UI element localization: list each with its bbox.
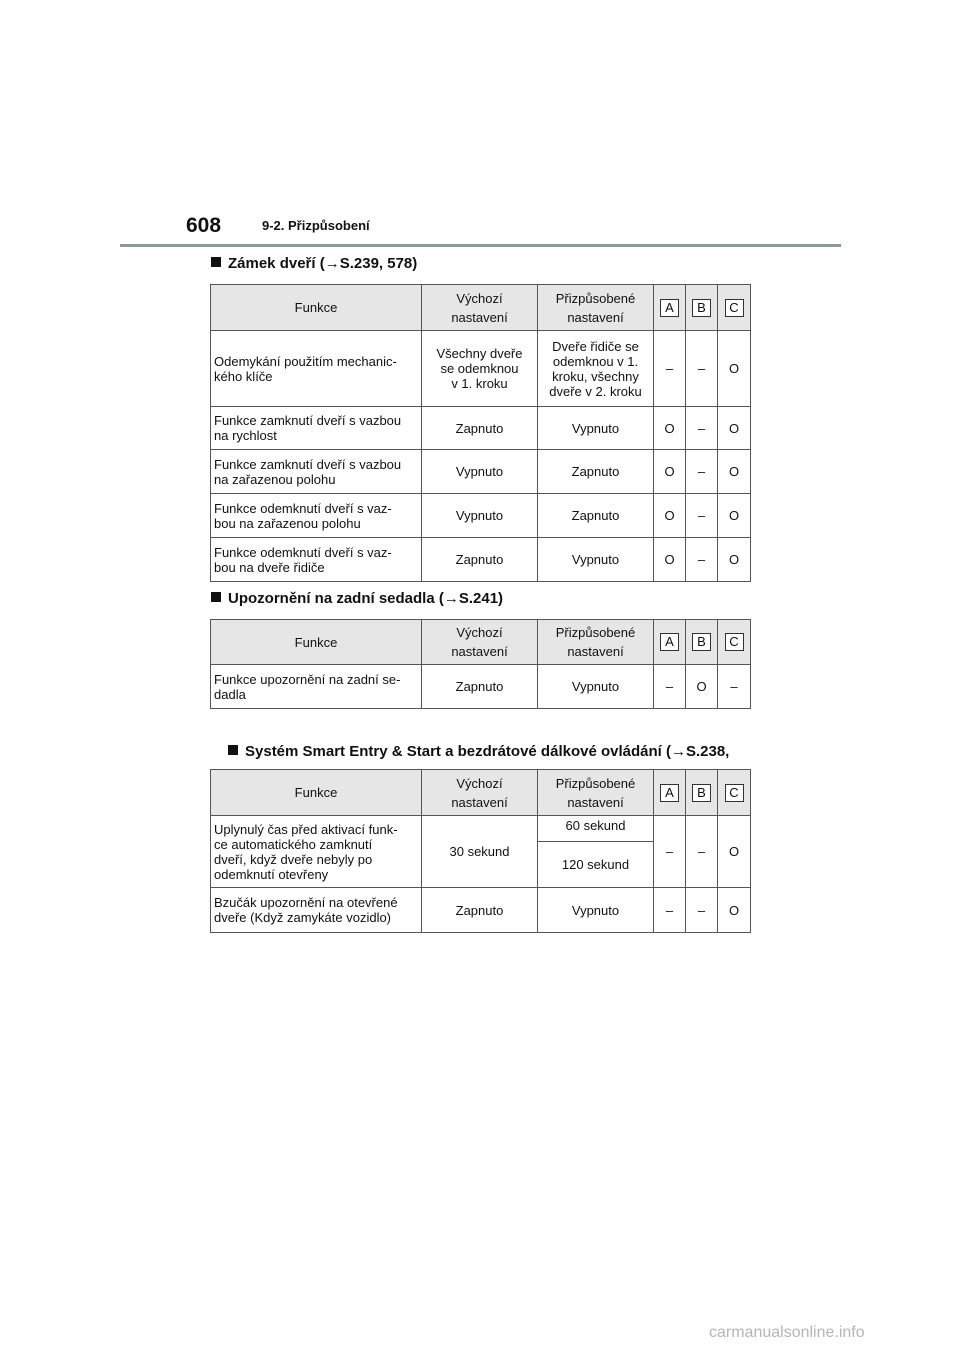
cell-c: O: [718, 888, 751, 933]
col-header-b: B: [686, 620, 718, 665]
col-header-c: C: [718, 285, 751, 331]
col-header-funkce: Funkce: [211, 620, 422, 665]
col-header-custom: Přizpůsobené nastavení: [538, 620, 654, 665]
heading-door-lock: [211, 252, 771, 275]
col-header-default: Výchozí nastavení: [422, 285, 538, 331]
table-row: [211, 816, 751, 842]
heading-text: Systém Smart Entry & Start a bezdrátové dálkové ovládání (→S.238,: [245, 743, 730, 760]
col-header-custom: Přizpůsobené nastavení: [538, 770, 654, 816]
cell-b: –: [686, 538, 718, 582]
cell-default: Zapnuto: [422, 665, 538, 709]
cell-function: Bzučák upozornění na otevřené dveře (Když zamykáte vozidlo): [211, 888, 422, 933]
cell-default: Všechny dveře se odemknou v 1. kroku: [422, 331, 538, 407]
table-row: [211, 450, 751, 494]
cell-c: O: [718, 494, 751, 538]
cell-b: –: [686, 494, 718, 538]
cell-function: Funkce zamknutí dveří s vazbou na rychlost: [211, 407, 422, 450]
table-header-row: [211, 285, 751, 331]
section-title: 9-2. Přizpůsobení: [262, 218, 370, 233]
cell-function: Odemykání použitím mechanic- kého klíče: [211, 331, 422, 407]
cell-function: Uplynulý čas před aktivací funk- ce automatického zamknutí dveří, když dveře nebyly po odemknutí otevřeny: [211, 816, 422, 888]
cell-custom: Vypnuto: [538, 407, 654, 450]
cell-custom: Dveře řidiče se odemknou v 1. kroku, všechny dveře v 2. kroku: [538, 331, 654, 407]
col-header-funkce: Funkce: [211, 285, 422, 331]
cell-b: –: [686, 407, 718, 450]
col-header-default: Výchozí nastavení: [422, 770, 538, 816]
cell-custom: 60 sekund: [538, 816, 654, 842]
col-header-c: C: [718, 770, 751, 816]
cell-default: Zapnuto: [422, 888, 538, 933]
cell-function: Funkce zamknutí dveří s vazbou na zařazenou polohu: [211, 450, 422, 494]
cell-a: –: [654, 816, 686, 888]
col-header-c: C: [718, 620, 751, 665]
cell-c: O: [718, 538, 751, 582]
col-header-a: A: [654, 620, 686, 665]
cell-c: O: [718, 450, 751, 494]
table-row: [211, 331, 751, 407]
col-header-b: B: [686, 285, 718, 331]
cell-custom: Vypnuto: [538, 665, 654, 709]
cell-a: O: [654, 450, 686, 494]
table-row: [211, 665, 751, 709]
cell-function: Funkce odemknutí dveří s vaz- bou na dveře řidiče: [211, 538, 422, 582]
cell-a: O: [654, 494, 686, 538]
cell-default: Vypnuto: [422, 494, 538, 538]
heading-text: Upozornění na zadní sedadla (→S.241): [228, 590, 504, 607]
cell-default: Vypnuto: [422, 450, 538, 494]
heading-rear-seat-reminder: [211, 587, 771, 610]
col-header-a: A: [654, 285, 686, 331]
bullet-square-icon: [211, 257, 221, 267]
table-row: [211, 407, 751, 450]
table-row: [211, 494, 751, 538]
bullet-square-icon: [211, 592, 221, 602]
cell-b: –: [686, 331, 718, 407]
cell-custom: Zapnuto: [538, 450, 654, 494]
col-header-custom: Přizpůsobené nastavení: [538, 285, 654, 331]
table-header-row: [211, 620, 751, 665]
cell-b: O: [686, 665, 718, 709]
table-smart-entry: [210, 769, 751, 933]
cell-custom: Vypnuto: [538, 538, 654, 582]
cell-default: Zapnuto: [422, 538, 538, 582]
cell-default: Zapnuto: [422, 407, 538, 450]
table-row: [211, 538, 751, 582]
cell-c: O: [718, 407, 751, 450]
cell-function: Funkce upozornění na zadní se- dadla: [211, 665, 422, 709]
page-number: 608: [186, 214, 222, 237]
cell-b: –: [686, 450, 718, 494]
cell-a: –: [654, 888, 686, 933]
col-header-b: B: [686, 770, 718, 816]
cell-c: O: [718, 816, 751, 888]
table-header-row: [211, 770, 751, 816]
cell-a: –: [654, 331, 686, 407]
cell-default: 30 sekund: [422, 816, 538, 888]
cell-custom: Vypnuto: [538, 888, 654, 933]
cell-a: O: [654, 407, 686, 450]
header-rule: [120, 244, 841, 247]
cell-b: –: [686, 816, 718, 888]
col-header-default: Výchozí nastavení: [422, 620, 538, 665]
col-header-funkce: Funkce: [211, 770, 422, 816]
cell-c: O: [718, 331, 751, 407]
cell-a: –: [654, 665, 686, 709]
cell-b: –: [686, 888, 718, 933]
cell-a: O: [654, 538, 686, 582]
cell-c: –: [718, 665, 751, 709]
table-door-lock: [210, 284, 751, 582]
watermark: carmanualsonline.info: [709, 1324, 865, 1341]
cell-custom: 120 sekund: [538, 842, 654, 888]
heading-text: Zámek dveří (→S.239, 578): [228, 255, 418, 272]
table-rear-seat-reminder: [210, 619, 751, 709]
cell-function: Funkce odemknutí dveří s vaz- bou na zařazenou polohu: [211, 494, 422, 538]
col-header-a: A: [654, 770, 686, 816]
cell-custom: Zapnuto: [538, 494, 654, 538]
table-row: [211, 888, 751, 933]
bullet-square-icon: [228, 745, 238, 755]
